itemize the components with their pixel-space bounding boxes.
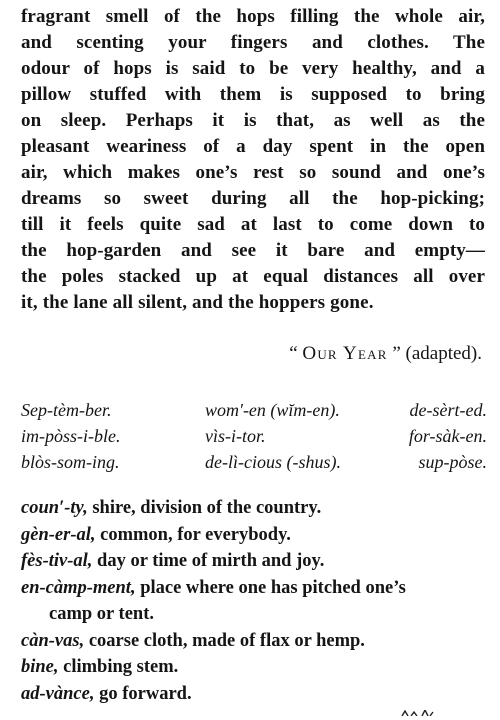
pronunciation-word: im-pòss-i-ble. (21, 426, 121, 446)
passage-line: pillow stuffed with them is supposed to bring (21, 84, 485, 105)
pronunciation-word: wom′-en (wĭm-en). (205, 400, 340, 420)
pronunciation-row (21, 423, 487, 449)
glossary-definition: day or time of mirth and joy. (97, 551, 325, 571)
passage-line: the poles stacked up at equal distances all over (21, 266, 485, 287)
passage-line: till it feels quite sad at last to come down to (21, 214, 485, 235)
pronunciation-word: de-lì-cious (-shus). (205, 452, 341, 472)
pronunciation-word: sup-pòse. (418, 452, 487, 472)
cropped-text-fragment (400, 710, 436, 716)
pronunciation-row (21, 449, 487, 475)
pronunciation-word: blòs-som-ing. (21, 452, 120, 472)
glossary-definition: place where one has pitched one’s (140, 577, 406, 598)
passage-line: fragrant smell of the hops filling the whole air, (21, 6, 485, 27)
glossary-definition: coarse cloth, made of flax or hemp. (88, 630, 365, 651)
glossary-term: càn-vas, (21, 630, 85, 651)
passage-line: odour of hops is said to be very healthy, and a (21, 58, 485, 79)
glossary-entry (21, 495, 491, 522)
glossary-term: coun′-ty, (21, 498, 88, 518)
glossary-entry (21, 522, 491, 549)
source-title: Our Year (302, 343, 388, 364)
glossary-term: bine, (21, 657, 59, 677)
pronunciation-table (21, 397, 487, 475)
glossary-entry (21, 654, 491, 681)
passage-line: the hop-garden and see it bare and empty— (21, 240, 485, 261)
glossary-definition-continuation: camp or tent. (49, 604, 154, 624)
glossary-term: gèn-er-al, (21, 524, 96, 545)
glossary-term: en-càmp-ment, (21, 577, 136, 598)
passage-line: air, which makes one’s rest so sound and one’s (21, 162, 485, 183)
reading-passage (21, 4, 485, 316)
pronunciation-word: Sep-tèm-ber. (21, 400, 112, 420)
glossary-entry (21, 575, 491, 602)
glossary-term: fès-tiv-al, (21, 551, 93, 571)
source-close-quote: ” (392, 343, 401, 364)
glossary-definition: common, for everybody. (100, 524, 291, 545)
source-note: (adapted). (405, 343, 482, 364)
glossary (21, 495, 491, 707)
glossary-entry (21, 628, 491, 655)
pronunciation-word: for-sàk-en. (408, 426, 487, 446)
glossary-definition: shire, division of the country. (92, 498, 322, 518)
passage-line: dreams so sweet during all the hop-picking; (21, 188, 485, 209)
passage-line: on sleep. Perhaps it is that, as well as the (21, 110, 485, 131)
glossary-term: ad-vànce, (21, 683, 95, 704)
passage-line: and scenting your fingers and clothes. The (21, 32, 485, 53)
pronunciation-word: de-sèrt-ed. (409, 400, 487, 420)
glossary-entry (21, 548, 491, 575)
source-open-quote: “ (289, 343, 298, 364)
glossary-definition: go forward. (99, 683, 192, 704)
glossary-entry (21, 681, 491, 708)
source-attribution (0, 341, 482, 367)
passage-line: pleasant weariness of a day spent in the open (21, 136, 485, 157)
glossary-definition: climbing stem. (63, 657, 179, 677)
pronunciation-row (21, 397, 487, 423)
passage-line: it, the lane all silent, and the hoppers gone. (21, 292, 374, 313)
pronunciation-word: vìs-i-tor. (205, 426, 266, 446)
